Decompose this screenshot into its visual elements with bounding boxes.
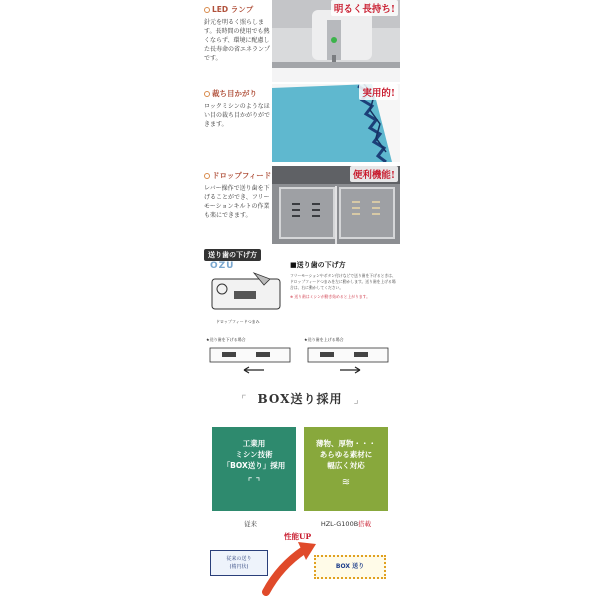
feature-text	[204, 88, 274, 129]
model-suffix: 搭載	[358, 520, 372, 528]
feature-overcast-stitch	[200, 84, 400, 162]
lowering-instructions	[290, 260, 398, 300]
bullet-icon	[204, 173, 210, 179]
box-feed-icon: ⌜ ⌝	[247, 477, 261, 488]
drop-feed-lever-illustration	[204, 271, 288, 315]
feature-heading	[204, 170, 274, 181]
bullet-icon	[204, 7, 210, 13]
material-support-panel	[304, 427, 388, 511]
panel-line: 薄物、厚物・・・	[316, 439, 376, 448]
legacy-feed-label: 従来の送り	[226, 556, 252, 562]
performance-up-label: 性能UP	[284, 532, 312, 541]
feature-text	[204, 4, 274, 63]
feature-badge: 明るく長持ち!	[331, 0, 398, 16]
caption-raise: ★送り歯を上げる場合	[304, 337, 344, 342]
feature-description: レバー操作で送り歯を下げることができ、フリーモーションキルトの作業も楽にできます。	[204, 185, 270, 219]
lowering-note: ※ 送り歯はミシンが動き始めると上がります。	[290, 294, 370, 299]
panel-line: 工業用	[242, 439, 266, 448]
feature-heading	[204, 88, 274, 99]
bracket-right-icon: ⌟	[353, 393, 359, 406]
feature-text	[204, 170, 274, 220]
led-lamp-photo	[272, 0, 400, 82]
lever-caption: ドロップフィードつまみ	[216, 319, 260, 324]
lowering-instruction-text: フリーモーションやボタン付けなどで送り歯を下げるときは、ドロップフィードつまみを左に動かします。送り歯を上げる場合は、右に動かしてください。	[290, 273, 396, 290]
feature-led-lamp	[200, 0, 400, 82]
section-title: 送り歯の下げ方	[204, 249, 261, 261]
lever-position-diagram	[204, 344, 396, 374]
heading-text: ドロップフィード	[212, 171, 272, 180]
wave-icon: ≋	[341, 477, 351, 488]
feature-drop-feed	[200, 166, 400, 244]
bullet-icon	[204, 91, 210, 97]
panel-line: ミシン技術	[235, 450, 273, 459]
panel-line: 幅広く対応	[327, 461, 365, 470]
legacy-feed-box	[210, 550, 268, 576]
feature-description: 針元を明るく照らします。長時間の使用でも熱くならず、環境に配慮した長寿命の省エネランプです。	[204, 19, 271, 62]
caption-lower: ★送り歯を下げる場合	[206, 337, 246, 342]
feature-heading	[204, 4, 274, 15]
box-feed-highlight: BOX 送り	[314, 555, 386, 579]
feature-description: ロックミシンのようなほい目の裁ち目かがりができます。	[204, 103, 271, 128]
model-name: HZL-G100B	[320, 520, 359, 528]
panel-line: あらゆる素材に	[319, 450, 373, 459]
product-detail-column	[200, 0, 400, 600]
feature-badge: 便利機能!	[350, 166, 398, 182]
bracket-left-icon: ⌜	[241, 393, 247, 406]
heading-text: LED ランプ	[212, 5, 254, 14]
box-feed-title: BOX送り採用	[257, 392, 343, 406]
lowering-heading: ■送り歯の下げ方	[290, 261, 346, 269]
performance-arrow-icon	[260, 536, 320, 596]
panel-line: 「BOX送り」採用	[222, 461, 286, 470]
legacy-caption: 従来	[244, 520, 257, 528]
industrial-feature-panel	[212, 427, 296, 511]
drop-feed-photo	[272, 166, 400, 244]
model-caption	[304, 519, 388, 528]
overcast-stitch-photo	[272, 84, 400, 162]
feature-badge: 実用的!	[359, 84, 398, 100]
watermark-text: OZU	[210, 261, 235, 271]
box-feed-header	[200, 388, 400, 407]
legacy-feed-sublabel: (楕円状)	[229, 564, 249, 570]
feed-dog-lowering-panel	[200, 247, 400, 377]
heading-text: 裁ち目かがり	[212, 89, 257, 98]
